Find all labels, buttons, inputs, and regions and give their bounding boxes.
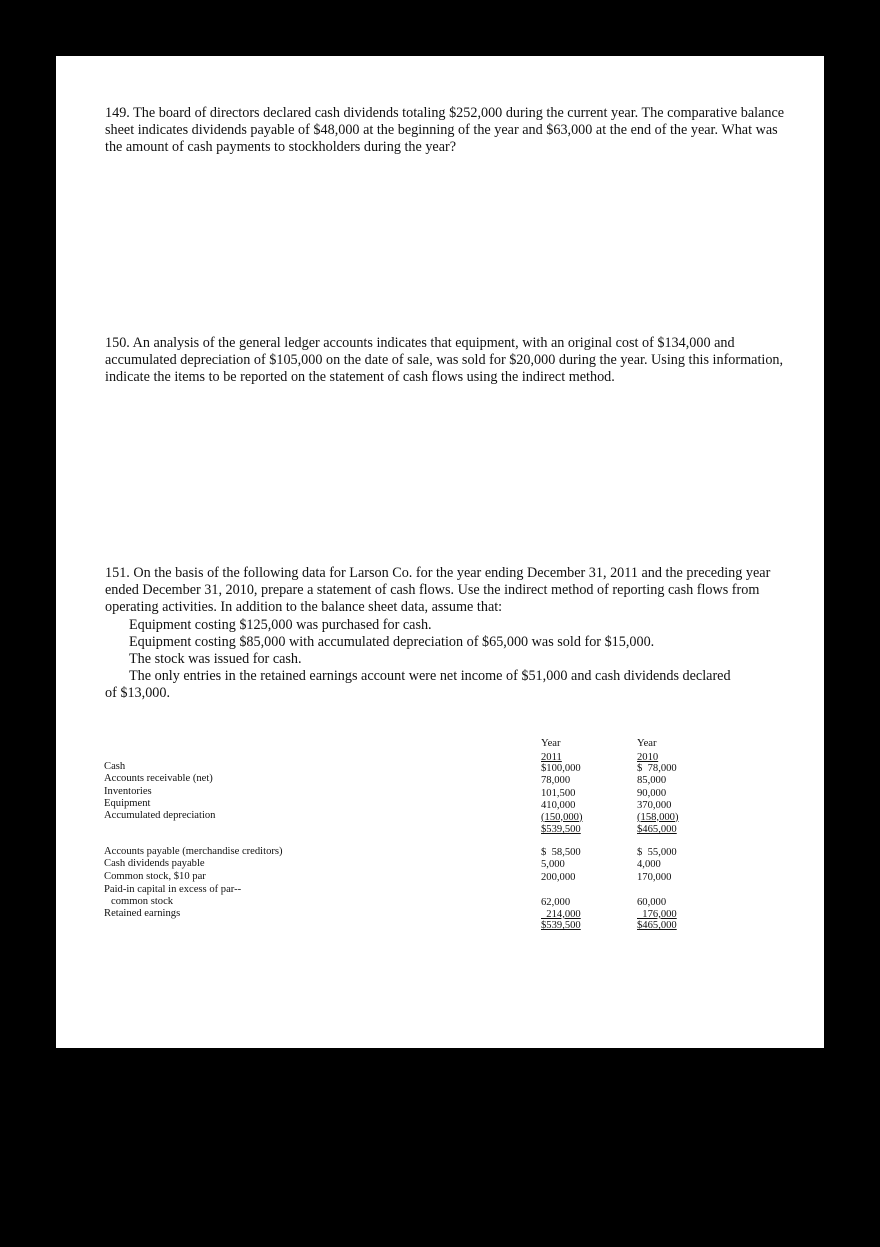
question-151-intro: 151. On the basis of the following data for Larson Co. for the year ending December 31, 2011 and the preceding year ended December 31, 2010, prepare a statement of cash flows. Use the indirect method of reporting cash flows from operating activities. In addition to the balance sheet data, assume that: bbox=[105, 565, 771, 616]
document-page bbox=[56, 56, 824, 1048]
retained-earnings-2011: 214,000 bbox=[541, 908, 581, 920]
inventories-2010: 90,000 bbox=[637, 788, 667, 800]
label-equipment: Equipment bbox=[104, 797, 151, 809]
label-inventories: Inventories bbox=[104, 786, 152, 798]
ap-2011: $ 58,500 bbox=[541, 846, 581, 858]
paid-in-capital-2011: 62,000 bbox=[541, 897, 571, 909]
equipment-2010: 370,000 bbox=[637, 799, 672, 811]
cash-2010: $ 78,000 bbox=[637, 763, 677, 775]
label-accounts-payable: Accounts payable (merchandise creditors) bbox=[104, 845, 283, 857]
total-liab-equity-2011: $539,500 bbox=[541, 920, 581, 932]
label-paid-in-capital-line2: common stock bbox=[111, 896, 174, 908]
label-paid-in-capital: Paid-in capital in excess of par-- bbox=[104, 883, 242, 895]
assumption-4-tail: of $13,000. bbox=[105, 685, 171, 702]
label-retained-earnings: Retained earnings bbox=[104, 907, 181, 919]
header-year-2011: 2011 bbox=[541, 751, 562, 763]
header-year-2010-top: Year bbox=[637, 738, 657, 749]
div-payable-2010: 4,000 bbox=[637, 859, 661, 871]
equipment-2011: 410,000 bbox=[541, 799, 576, 811]
header-year-2010: 2010 bbox=[637, 751, 659, 763]
cash-2011: $100,000 bbox=[541, 763, 581, 775]
accum-dep-2010: (158,000) bbox=[637, 811, 679, 823]
total-liab-equity-2010: $465,000 bbox=[637, 920, 677, 932]
label-accumulated-depreciation: Accumulated depreciation bbox=[104, 809, 216, 821]
column-2010 bbox=[637, 738, 707, 932]
question-150: 150. An analysis of the general ledger accounts indicates that equipment, with an original cost of $134,000 and accumulated depreciation of $105,000 on the date of sale, was sold for $20,000 during the year. Using this information, indicate the items to be reported on the statement of cash flows using the indirect method. bbox=[105, 335, 784, 386]
assumption-3: The stock was issued for cash. bbox=[129, 651, 302, 668]
label-cash-dividends-payable: Cash dividends payable bbox=[104, 858, 205, 870]
ap-2010: $ 55,000 bbox=[637, 846, 677, 858]
accum-dep-2011: (150,000) bbox=[541, 811, 583, 823]
label-cash: Cash bbox=[104, 761, 126, 773]
question-151 bbox=[105, 565, 785, 703]
account-labels bbox=[104, 738, 404, 919]
inventories-2011: 101,500 bbox=[541, 788, 576, 800]
retained-earnings-2010: 176,000 bbox=[637, 908, 677, 920]
question-149: 149. The board of directors declared cash dividends totaling $252,000 during the current year. The comparative balance sheet indicates dividends payable of $48,000 at the beginning of the year and $63,000 at the end of the year. What was the amount of cash payments to stockholders during the year? bbox=[105, 105, 785, 156]
assumption-2: Equipment costing $85,000 with accumulated depreciation of $65,000 was sold for $15,000. bbox=[129, 633, 655, 650]
common-stock-2010: 170,000 bbox=[637, 871, 672, 883]
common-stock-2011: 200,000 bbox=[541, 871, 576, 883]
assumption-1: Equipment costing $125,000 was purchased for cash. bbox=[129, 616, 432, 633]
div-payable-2011: 5,000 bbox=[541, 859, 565, 871]
label-common-stock: Common stock, $10 par bbox=[104, 870, 206, 882]
total-assets-2010: $465,000 bbox=[637, 824, 677, 836]
column-2011 bbox=[541, 738, 611, 932]
assumption-4: The only entries in the retained earnings account were net income of $51,000 and cash dividends declared bbox=[129, 668, 731, 685]
ar-2011: 78,000 bbox=[541, 774, 571, 786]
paid-in-capital-2010: 60,000 bbox=[637, 897, 667, 909]
label-accounts-receivable: Accounts receivable (net) bbox=[104, 772, 213, 784]
header-year-2011-top: Year bbox=[541, 738, 561, 749]
ar-2010: 85,000 bbox=[637, 774, 667, 786]
total-assets-2011: $539,500 bbox=[541, 824, 581, 836]
